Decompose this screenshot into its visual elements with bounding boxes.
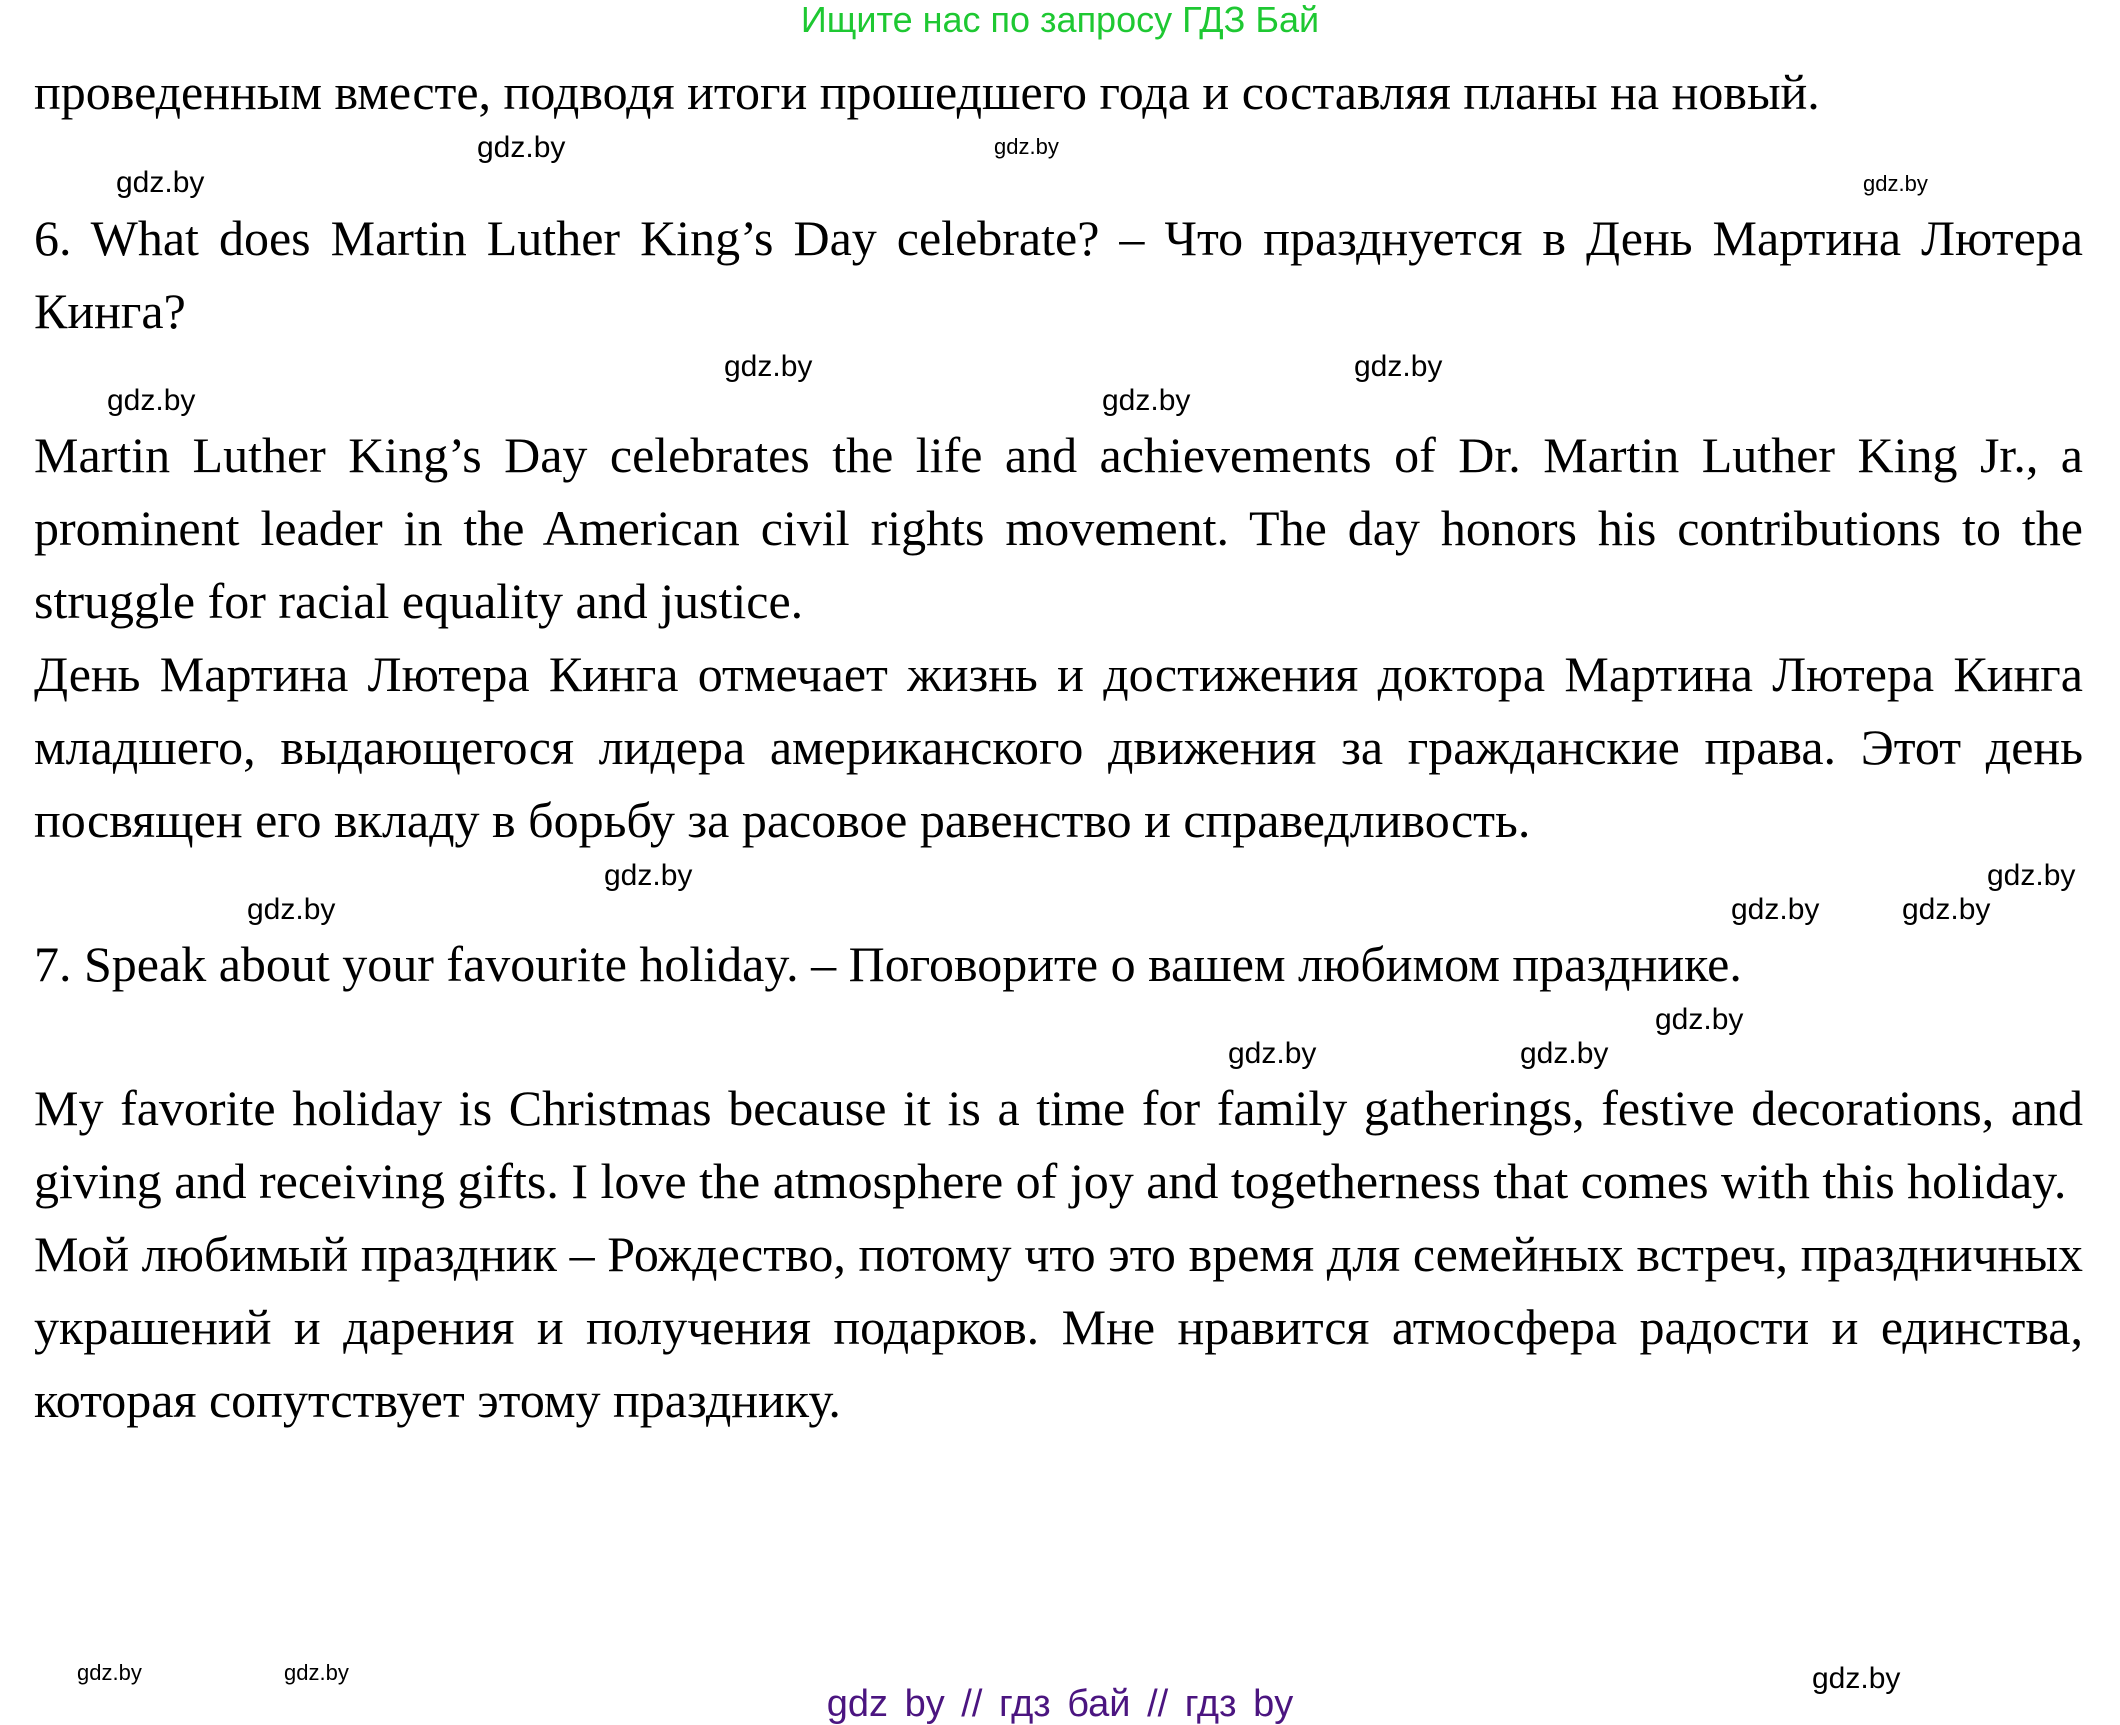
answer-6-english: Martin Luther King’s Day celebrates the life and achievements of Dr. Martin Luther King Jr., a prominent leader in the American civil rights movement. The day honors his contributions to the struggle for racial equality and justice. — [34, 427, 2083, 629]
answer-7-english: My favorite holiday is Christmas because it is a time for family gatherings, festive decorations, and giving and receiving gifts. I love the atmosphere of joy and togetherness that comes with this holiday. — [34, 1080, 2083, 1209]
paragraph-intro-end: проведенным вместе, подводя итоги прошедшего года и составляя планы на новый. — [34, 64, 1820, 120]
spacer — [34, 857, 2083, 928]
watermark: gdz.by — [116, 166, 205, 199]
search-hint-banner: Ищите нас по запросу ГДЗ Бай — [800, 0, 1320, 40]
question-7: 7. Speak about your favourite holiday. – Поговорите о вашем любимом празднике. — [34, 936, 1742, 992]
watermark: gdz.by — [247, 893, 336, 926]
content-column — [34, 56, 2083, 1437]
watermark: gdz.by — [1354, 350, 1443, 383]
answer-6-russian: День Мартина Лютера Кинга отмечает жизнь и достижения доктора Мартина Лютера Кинга младшего, выдающегося лидера американского движения за гражданские права. Этот день посвящен его вкладу в борьбу за расовое равенство и справедливость. — [34, 646, 2083, 848]
spacer — [34, 129, 2083, 202]
footer-site-links: gdz by // гдз бай // гдз by — [826, 1683, 1294, 1725]
watermark: gdz.by — [1863, 171, 1928, 196]
watermark: gdz.by — [77, 1660, 142, 1685]
watermark: gdz.by — [1812, 1662, 1901, 1695]
watermark: gdz.by — [477, 131, 566, 164]
watermark: gdz.by — [1731, 893, 1820, 926]
watermark: gdz.by — [994, 134, 1059, 159]
watermark: gdz.by — [107, 384, 196, 417]
watermark: gdz.by — [1228, 1037, 1317, 1070]
answer-7-russian: Мой любимый праздник – Рождество, потому что это время для семейных встреч, праздничных украшений и дарения и получения подарков. Мне нравится атмосфера радости и единства, которая сопутствует этому празднику. — [34, 1226, 2083, 1428]
watermark: gdz.by — [1987, 859, 2076, 892]
spacer — [34, 1001, 2083, 1072]
watermark: gdz.by — [1102, 384, 1191, 417]
watermark: gdz.by — [1655, 1003, 1744, 1036]
watermark: gdz.by — [724, 350, 813, 383]
watermark: gdz.by — [1902, 893, 1991, 926]
watermark: gdz.by — [604, 859, 693, 892]
question-6: 6. What does Martin Luther King’s Day celebrate? – Что празднуется в День Мартина Лютера Кинга? — [34, 210, 2083, 339]
watermark: gdz.by — [1520, 1037, 1609, 1070]
spacer — [34, 348, 2083, 419]
watermark: gdz.by — [284, 1660, 349, 1685]
